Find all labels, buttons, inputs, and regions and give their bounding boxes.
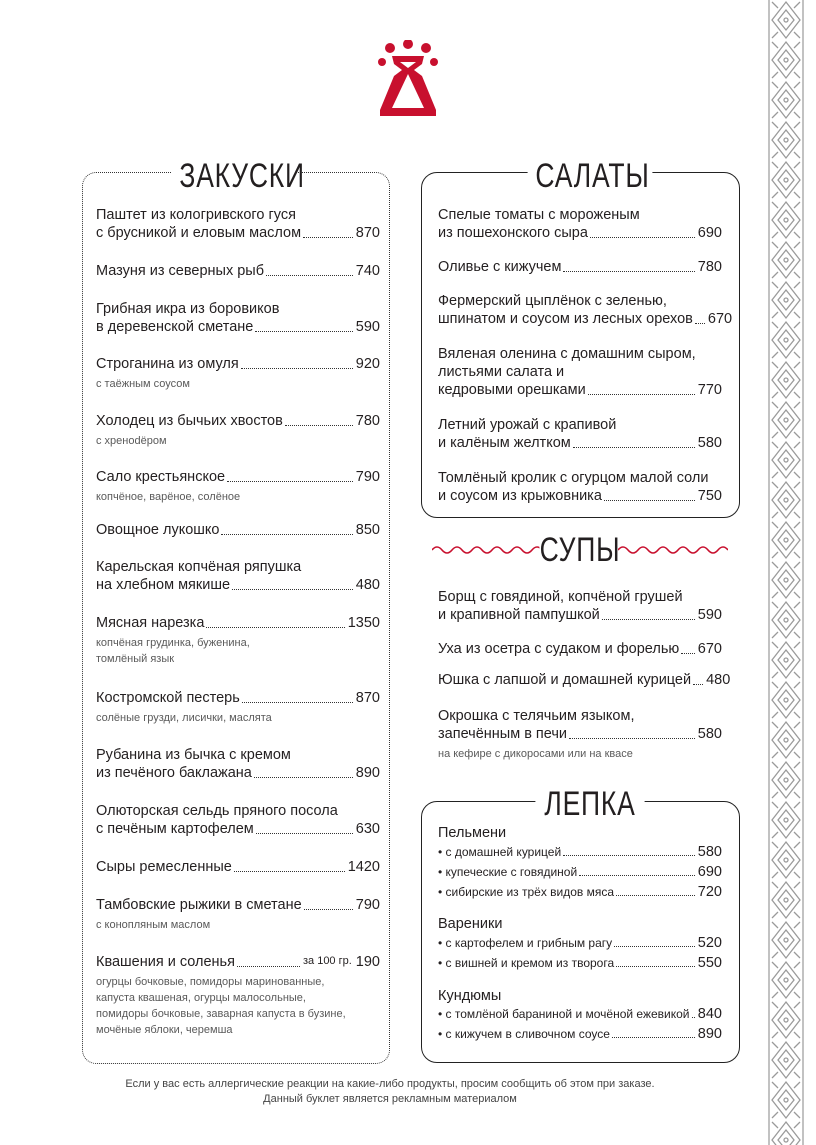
item-line	[96, 689, 380, 707]
footer-note	[0, 1077, 780, 1107]
menu-item	[96, 355, 380, 392]
item-price: 740	[355, 263, 380, 279]
item-line	[438, 487, 722, 505]
item-note	[96, 917, 380, 933]
item-price: 550	[697, 955, 722, 971]
dot-leader	[612, 1037, 695, 1038]
item-price: 520	[697, 935, 722, 951]
item-name: из пошехонского сыра	[438, 225, 588, 241]
item-name: Сыры ремесленные	[96, 859, 232, 875]
item-price: 890	[355, 765, 380, 781]
item-name: и крапивной пампушкой	[438, 607, 600, 623]
lepka-category: Пельмени	[438, 825, 507, 841]
menu-item	[96, 858, 380, 876]
item-name: • с вишней и кремом из творога	[438, 956, 615, 970]
item-price: 670	[707, 311, 733, 327]
supy-wave-left	[432, 543, 542, 557]
item-name: • купеческие с говядиной	[438, 865, 578, 879]
menu-item	[438, 707, 722, 762]
item-price: 580	[697, 844, 722, 860]
item-line	[438, 1006, 722, 1022]
menu-item	[96, 746, 380, 782]
salaty-title: САЛАТЫ	[528, 156, 653, 196]
dot-leader	[206, 627, 344, 628]
item-price: 670	[697, 641, 722, 657]
item-name: и калёным желтком	[438, 435, 571, 451]
item-note-line: с таёжным соусом	[96, 378, 190, 390]
item-name: Мясная нарезка	[96, 615, 205, 631]
menu-item	[96, 802, 380, 838]
lepka-item	[438, 1006, 722, 1022]
item-note-line: помидоры бочковые, заварная капуста в бузине,	[96, 1008, 346, 1020]
supy-title: СУПЫ	[539, 531, 621, 569]
menu-item	[96, 558, 380, 594]
item-price: 480	[706, 672, 731, 688]
item-note	[96, 635, 380, 667]
menu-item	[96, 521, 380, 539]
item-line	[96, 468, 380, 486]
item-name: листьями салата и	[438, 364, 565, 380]
dot-leader	[304, 909, 353, 910]
item-note	[438, 746, 722, 762]
item-name: Вяленая оленина с домашним сыром,	[438, 346, 696, 362]
lepka-category: Кундюмы	[438, 988, 502, 1004]
dot-leader	[232, 589, 353, 590]
item-price: 590	[355, 319, 380, 335]
item-price: 590	[697, 607, 722, 623]
menu-item	[96, 468, 380, 505]
menu-item	[96, 614, 380, 667]
dot-leader	[563, 855, 695, 856]
item-name: на хлебном мякише	[96, 577, 231, 593]
item-name: Уха из осетра с судаком и форелью	[438, 641, 680, 657]
brand-logo	[378, 40, 438, 120]
item-line	[438, 864, 722, 880]
item-line	[438, 1026, 722, 1042]
item-name: Строганина из омуля	[96, 356, 239, 372]
dot-leader	[221, 534, 352, 535]
item-line	[96, 262, 380, 280]
item-name: в деревенской сметане	[96, 319, 254, 335]
dot-leader	[255, 331, 352, 332]
item-price: 1350	[347, 615, 380, 631]
lepka-title: ЛЕПКА	[535, 784, 644, 824]
dot-leader	[254, 777, 353, 778]
item-line	[438, 434, 722, 452]
menu-item	[96, 412, 380, 449]
item-price: 780	[355, 413, 380, 429]
item-price: 580	[697, 435, 722, 451]
item-name: Мазуня из северных рыб	[96, 263, 265, 279]
item-line	[96, 952, 380, 971]
item-line	[438, 381, 722, 399]
item-line	[438, 844, 722, 860]
lepka-item	[438, 955, 722, 971]
item-name: Рубанина из бычка с кремом	[96, 747, 291, 763]
dot-leader	[614, 946, 695, 947]
item-price: 770	[697, 382, 722, 398]
item-price: 920	[355, 356, 380, 372]
item-line	[96, 355, 380, 373]
lepka-item	[438, 935, 722, 951]
item-line	[438, 884, 722, 900]
dot-leader	[242, 702, 353, 703]
item-price: 850	[355, 522, 380, 538]
menu-item	[96, 206, 380, 242]
lepka-category: Вареники	[438, 916, 503, 932]
dot-leader	[616, 966, 695, 967]
item-name: • с томлёной бараниной и мочёной ежевикой	[438, 1007, 690, 1021]
item-price: 890	[697, 1026, 722, 1042]
item-note-line: копчёная грудинка, буженина,	[96, 637, 250, 649]
item-price: 790	[355, 469, 380, 485]
lepka-item	[438, 864, 722, 880]
dot-leader	[234, 871, 345, 872]
item-price: 580	[697, 726, 722, 742]
menu-item	[438, 588, 722, 624]
menu-item	[438, 640, 722, 658]
item-name: • с кижучем в сливочном соусе	[438, 1027, 610, 1041]
dot-leader	[602, 619, 695, 620]
dot-leader	[693, 684, 703, 685]
item-note-line: томлёный язык	[96, 653, 175, 665]
lepka-item	[438, 844, 722, 860]
zakuski-title: ЗАКУСКИ	[172, 156, 297, 196]
item-line	[96, 224, 380, 242]
dot-leader	[573, 447, 695, 448]
item-line	[438, 606, 722, 624]
menu-item	[96, 262, 380, 280]
dot-leader	[681, 653, 695, 654]
item-name: Тамбовские рыжики в сметане	[96, 897, 302, 913]
item-price: 780	[697, 259, 722, 275]
menu-item	[438, 292, 733, 328]
dot-leader	[563, 271, 694, 272]
menu-item	[438, 671, 731, 689]
item-line	[438, 725, 722, 743]
item-note-line: с хреноdёром	[96, 435, 167, 447]
dot-leader	[616, 895, 695, 896]
item-name: с брусникой и еловым маслом	[96, 225, 302, 241]
menu-item	[96, 300, 380, 336]
item-price: 1420	[347, 859, 380, 875]
item-name: • с картофелем и грибным рагу	[438, 936, 613, 950]
menu-item	[96, 689, 380, 726]
item-price: 630	[355, 821, 380, 837]
item-line	[96, 614, 380, 632]
item-name: Костромской пестерь	[96, 690, 240, 706]
item-note	[96, 376, 380, 392]
item-note	[96, 974, 380, 1038]
item-name: Борщ с говядиной, копчёной грушей	[438, 589, 683, 605]
item-name: Паштет из кологривского гуся	[96, 207, 296, 223]
item-price: 790	[355, 897, 380, 913]
dot-leader	[590, 237, 695, 238]
item-name: Сало крестьянское	[96, 469, 226, 485]
item-line	[96, 318, 380, 336]
dot-leader	[695, 323, 705, 324]
item-note-line: солёные грузди, лисички, маслята	[96, 712, 272, 724]
item-line	[438, 258, 722, 276]
footer-line2: Данный буклет является рекламным материалом	[263, 1093, 517, 1105]
item-name: запечённым в печи	[438, 726, 568, 742]
footer-line1: Если у вас есть аллергические реакции на какие-либо продукты, просим сообщить об этом при заказе.	[125, 1078, 655, 1090]
item-name: Овощное лукошко	[96, 522, 220, 538]
item-name: Квашения и соленья	[96, 954, 235, 970]
item-name: • сибирские из трёх видов мяса	[438, 885, 615, 899]
item-name: из печёного баклажана	[96, 765, 252, 781]
item-line	[96, 576, 380, 594]
dot-leader	[569, 738, 695, 739]
item-note-line: капуста квашеная, огурцы малосольные,	[96, 992, 306, 1004]
dot-leader	[285, 425, 353, 426]
dot-leader	[604, 500, 695, 501]
item-line	[96, 858, 380, 876]
item-line	[96, 412, 380, 430]
item-note-line: мочёные яблоки, черемша	[96, 1024, 233, 1036]
item-line	[438, 224, 722, 242]
item-price: 720	[697, 884, 722, 900]
dot-leader	[256, 833, 353, 834]
item-name: и соусом из крыжовника	[438, 488, 602, 504]
item-line	[438, 935, 722, 951]
item-note-line: с конопляным маслом	[96, 919, 211, 931]
item-name: Оливье с кижучем	[438, 259, 562, 275]
item-note	[96, 489, 380, 505]
item-line	[96, 820, 380, 838]
item-price: 190	[355, 954, 380, 970]
item-note	[96, 710, 380, 726]
item-price: 690	[697, 864, 722, 880]
item-line	[438, 310, 733, 328]
item-note-line: огурцы бочковые, помидоры маринованные,	[96, 976, 325, 988]
dot-leader	[303, 237, 353, 238]
dot-leader	[237, 966, 300, 967]
supy-wave-right	[618, 543, 728, 557]
item-note	[96, 433, 380, 449]
menu-item	[438, 416, 722, 452]
item-price: 750	[697, 488, 722, 504]
item-name: Грибная икра из боровиков	[96, 301, 280, 317]
dot-leader	[227, 481, 353, 482]
lepka-item	[438, 884, 722, 900]
menu-item	[438, 345, 722, 399]
item-name: Олюторская сельдь пряного посола	[96, 803, 338, 819]
dot-leader	[588, 394, 695, 395]
item-price: 840	[697, 1006, 722, 1022]
menu-item	[438, 258, 722, 276]
item-line	[438, 671, 731, 689]
menu-item	[96, 896, 380, 933]
menu-item	[438, 469, 722, 505]
item-line	[96, 521, 380, 539]
item-name: Спелые томаты с мороженым	[438, 207, 640, 223]
item-line	[96, 896, 380, 914]
item-name: Летний урожай с крапивой	[438, 417, 617, 433]
item-price: 690	[697, 225, 722, 241]
ornament-border	[768, 0, 804, 1145]
menu-item	[438, 206, 722, 242]
item-name: с печёным картофелем	[96, 821, 254, 837]
dot-leader	[241, 368, 353, 369]
menu-item	[96, 952, 380, 1038]
lepka-item	[438, 1026, 722, 1042]
item-name: шпинатом и соусом из лесных орехов	[438, 311, 693, 327]
item-note-line: на кефире с дикоросами или на квасе	[438, 748, 633, 760]
item-name: Холодец из бычьих хвостов	[96, 413, 283, 429]
item-name: Томлёный кролик с огурцом малой соли	[438, 470, 709, 486]
item-name: Карельская копчёная ряпушка	[96, 559, 302, 575]
item-line	[438, 640, 722, 658]
item-unit: за 100 гр.	[302, 955, 352, 967]
dot-leader	[692, 1017, 695, 1018]
item-line	[438, 955, 722, 971]
item-note-line: копчёное, варёное, солёное	[96, 491, 241, 503]
item-name: Окрошка с телячьим языком,	[438, 708, 635, 724]
dot-leader	[266, 275, 353, 276]
item-name: Юшка с лапшой и домашней курицей	[438, 672, 692, 688]
item-price: 870	[355, 690, 380, 706]
item-name: кедровыми орешками	[438, 382, 586, 398]
item-name: • с домашней курицей	[438, 845, 562, 859]
item-name: Фермерский цыплёнок с зеленью,	[438, 293, 667, 309]
item-line	[96, 764, 380, 782]
item-price: 870	[355, 225, 380, 241]
item-price: 480	[355, 577, 380, 593]
dot-leader	[579, 875, 695, 876]
